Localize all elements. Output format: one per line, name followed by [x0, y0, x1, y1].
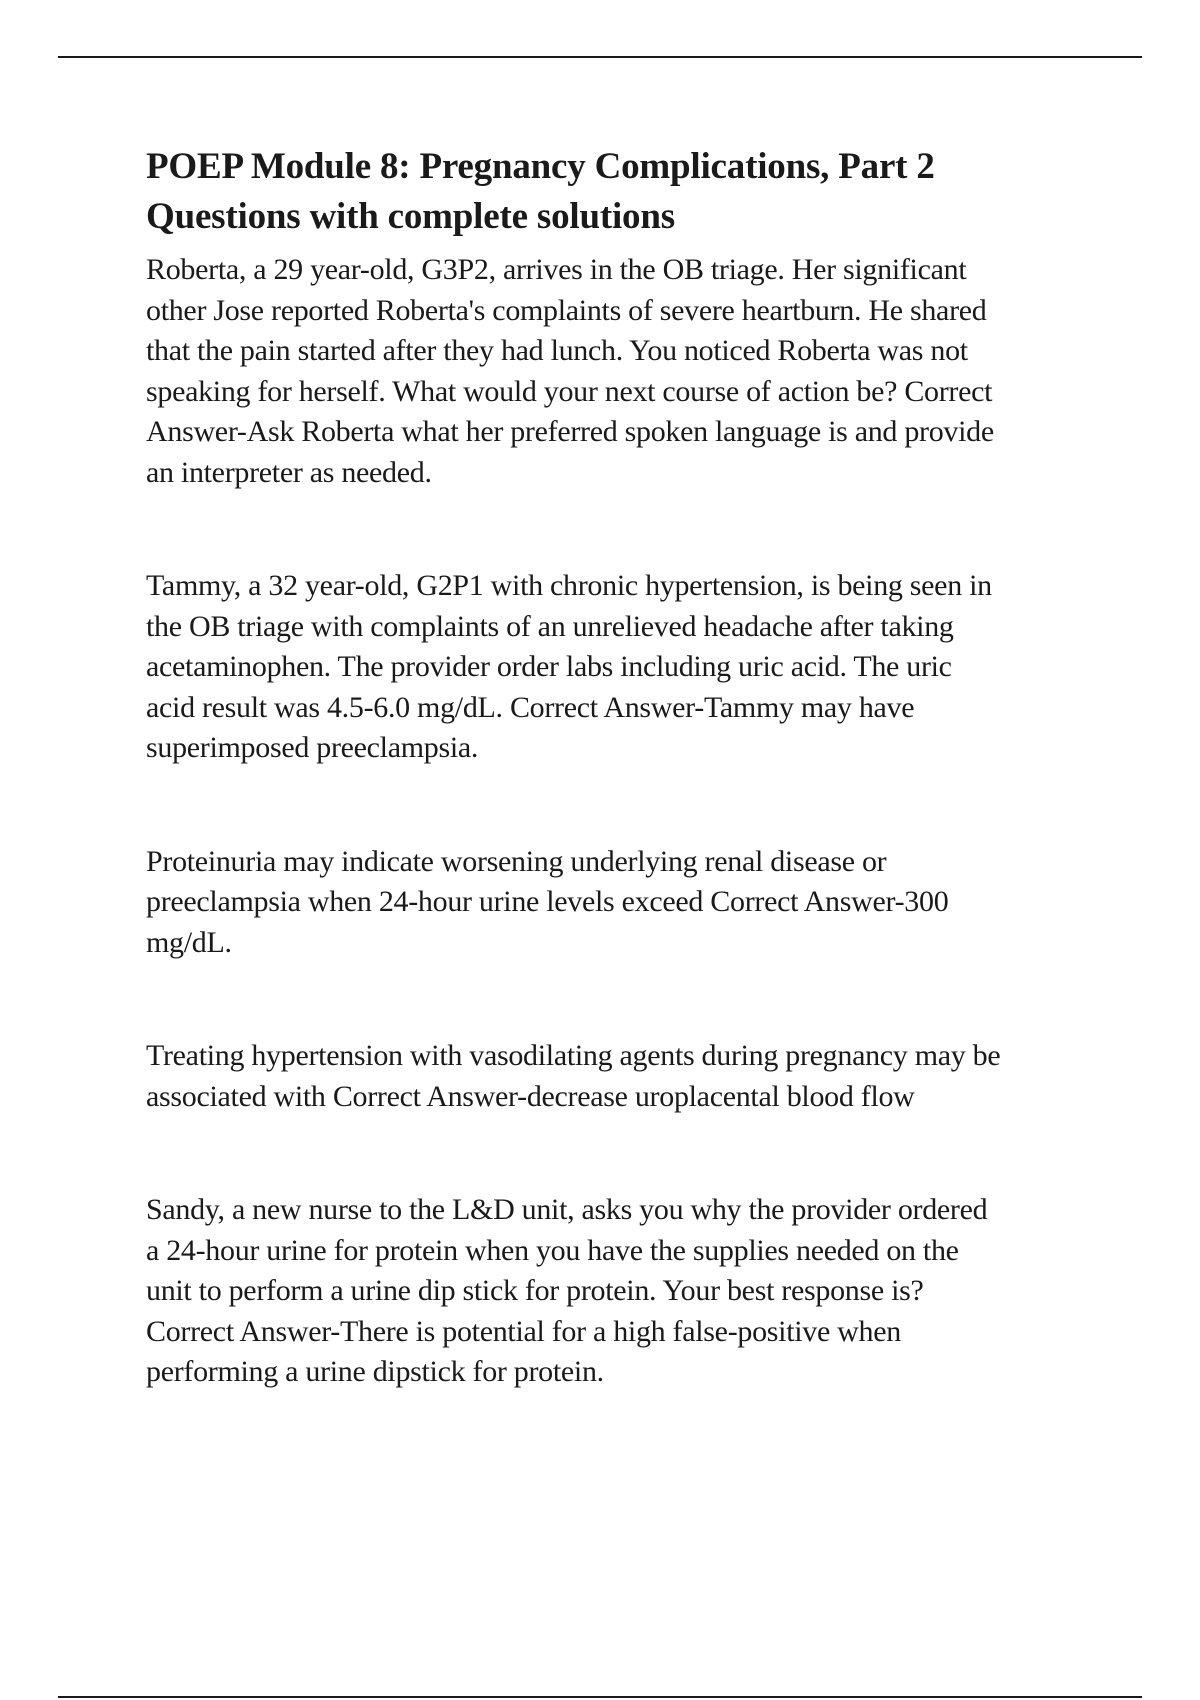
- qa-entry-2: [146, 566, 1106, 769]
- qa-line: Tammy, a 32 year-old, G2P1 with chronic hypertension, is being seen in: [146, 569, 992, 602]
- qa-line: preeclampsia when 24-hour urine levels exceed Correct Answer-300: [146, 885, 949, 918]
- qa-line: unit to perform a urine dip stick for protein. Your best response is?: [146, 1274, 924, 1307]
- qa-line: acetaminophen. The provider order labs including uric acid. The uric: [146, 650, 952, 683]
- qa-line: a 24-hour urine for protein when you have the supplies needed on the: [146, 1233, 959, 1267]
- qa-line: Sandy, a new nurse to the L&D unit, asks you why the provider ordered: [146, 1193, 988, 1226]
- qa-line: performing a urine dipstick for protein.: [146, 1355, 604, 1388]
- qa-line: mg/dL.: [146, 925, 232, 959]
- title-line-1: POEP Module 8: Pregnancy Complications, Part 2: [146, 146, 935, 187]
- qa-entry-5: [146, 1190, 1106, 1393]
- qa-line: Answer-Ask Roberta what her preferred spoken language is and provide: [146, 415, 994, 448]
- qa-line: the OB triage with complaints of an unrelieved headache after taking: [146, 609, 954, 643]
- qa-line: Treating hypertension with vasodilating agents during pregnancy may be: [146, 1039, 1001, 1072]
- qa-line: that the pain started after they had lunch. You noticed Roberta was not: [146, 334, 968, 367]
- qa-entry-3: [146, 842, 1106, 964]
- qa-line: Correct Answer-There is potential for a high false-positive when: [146, 1314, 901, 1348]
- document-title: [146, 142, 1106, 242]
- title-line-2: Questions with complete solutions: [146, 196, 675, 237]
- qa-entry-4: [146, 1036, 1106, 1117]
- qa-line: superimposed preeclampsia.: [146, 731, 479, 764]
- qa-line: an interpreter as needed.: [146, 455, 432, 489]
- qa-line: associated with Correct Answer-decrease uroplacental blood flow: [146, 1079, 915, 1113]
- qa-line: Roberta, a 29 year-old, G3P2, arrives in the OB triage. Her significant: [146, 253, 967, 286]
- top-rule: [58, 56, 1142, 58]
- bottom-rule: [58, 1696, 1142, 1698]
- qa-entry-1: [146, 250, 1106, 493]
- qa-line: other Jose reported Roberta's complaints of severe heartburn. He shared: [146, 293, 987, 327]
- document-body: [146, 142, 1106, 1393]
- qa-line: Proteinuria may indicate worsening underlying renal disease or: [146, 844, 887, 878]
- qa-line: speaking for herself. What would your next course of action be? Correct: [146, 374, 993, 408]
- qa-line: acid result was 4.5-6.0 mg/dL. Correct Answer-Tammy may have: [146, 690, 915, 724]
